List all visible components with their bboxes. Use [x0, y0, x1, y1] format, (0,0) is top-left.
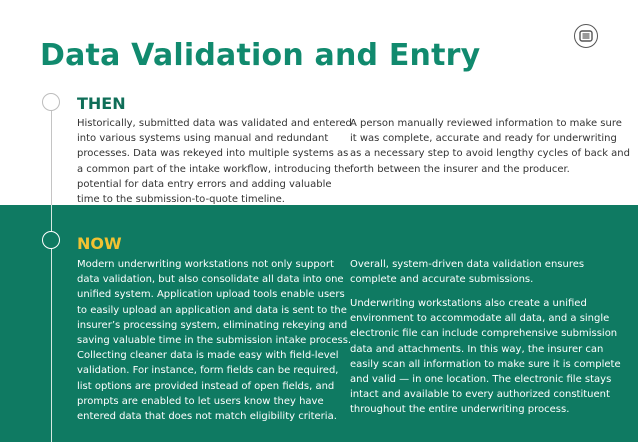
- text-line: Collecting cleaner data is made easy with field-level: [77, 350, 339, 362]
- text-line: environment to accommodate all data, and a single: [350, 313, 610, 325]
- now-heading: NOW: [77, 234, 122, 253]
- text-line: A person manually reviewed information to make sure: [350, 118, 622, 129]
- text-line: as a necessary step to avoid lengthy cycles of back and: [350, 148, 630, 160]
- then-left-paragraph: [77, 116, 352, 207]
- text-line: saving valuable time in the submission intake process.: [77, 335, 352, 347]
- text-line: throughout the entire underwriting process.: [350, 404, 570, 416]
- text-line: data and attachments. In this way, the insurer can: [350, 343, 604, 355]
- text-line: a common part of the intake workflow, introducing the: [77, 163, 351, 175]
- text-line: forth between the insurer and the producer.: [350, 163, 570, 175]
- then-heading: THEN: [77, 94, 126, 113]
- text-line: processes. Data was rekeyed into multiple systems as: [77, 148, 349, 160]
- text-line: into various systems using manual and redundant: [77, 133, 329, 145]
- company-logo-icon: [574, 24, 598, 48]
- now-right-paragraph-1: [350, 257, 584, 287]
- text-line: it was complete, accurate and ready for underwriting: [350, 133, 617, 145]
- then-right-paragraph: [350, 116, 630, 177]
- text-line: unified system. Application upload tools enable users: [77, 289, 345, 301]
- text-line: validation. For instance, form fields can be required,: [77, 365, 339, 377]
- text-line: complete and accurate submissions.: [350, 274, 534, 286]
- text-line: Modern underwriting workstations not only support: [77, 259, 334, 270]
- text-line: entered data that does not match eligibility criteria.: [77, 411, 337, 423]
- text-line: and valid — in one location. The electronic file stays: [350, 374, 612, 386]
- text-line: data validation, but also consolidate all data into one: [77, 274, 344, 286]
- now-left-paragraph: [77, 257, 351, 424]
- text-line: list options are provided instead of open fields, and: [77, 380, 335, 392]
- text-line: Overall, system-driven data validation ensures: [350, 259, 585, 270]
- text-line: Historically, submitted data was validated and entered: [77, 118, 352, 129]
- text-line: easily scan all information to make sure it is complete: [350, 358, 621, 370]
- page-title: Data Validation and Entry: [40, 38, 481, 73]
- now-right-paragraph-2: [350, 296, 621, 418]
- text-line: electronic file can include comprehensive submission: [350, 328, 618, 340]
- text-line: intact and available to every authorized constituent: [350, 389, 610, 401]
- text-line: potential for data entry errors and adding valuable: [77, 178, 332, 190]
- text-line: Underwriting workstations also create a unified: [350, 298, 587, 309]
- text-line: to easily upload an application and data is sent to the: [77, 304, 347, 316]
- text-line: insurer’s processing system, eliminating rekeying and: [77, 319, 348, 331]
- text-line: time to the submission-to-quote timeline.: [77, 194, 285, 206]
- timeline-marker-then: [42, 93, 60, 111]
- text-line: prompts are enabled to let users know they have: [77, 395, 324, 407]
- timeline-marker-now: [42, 231, 60, 249]
